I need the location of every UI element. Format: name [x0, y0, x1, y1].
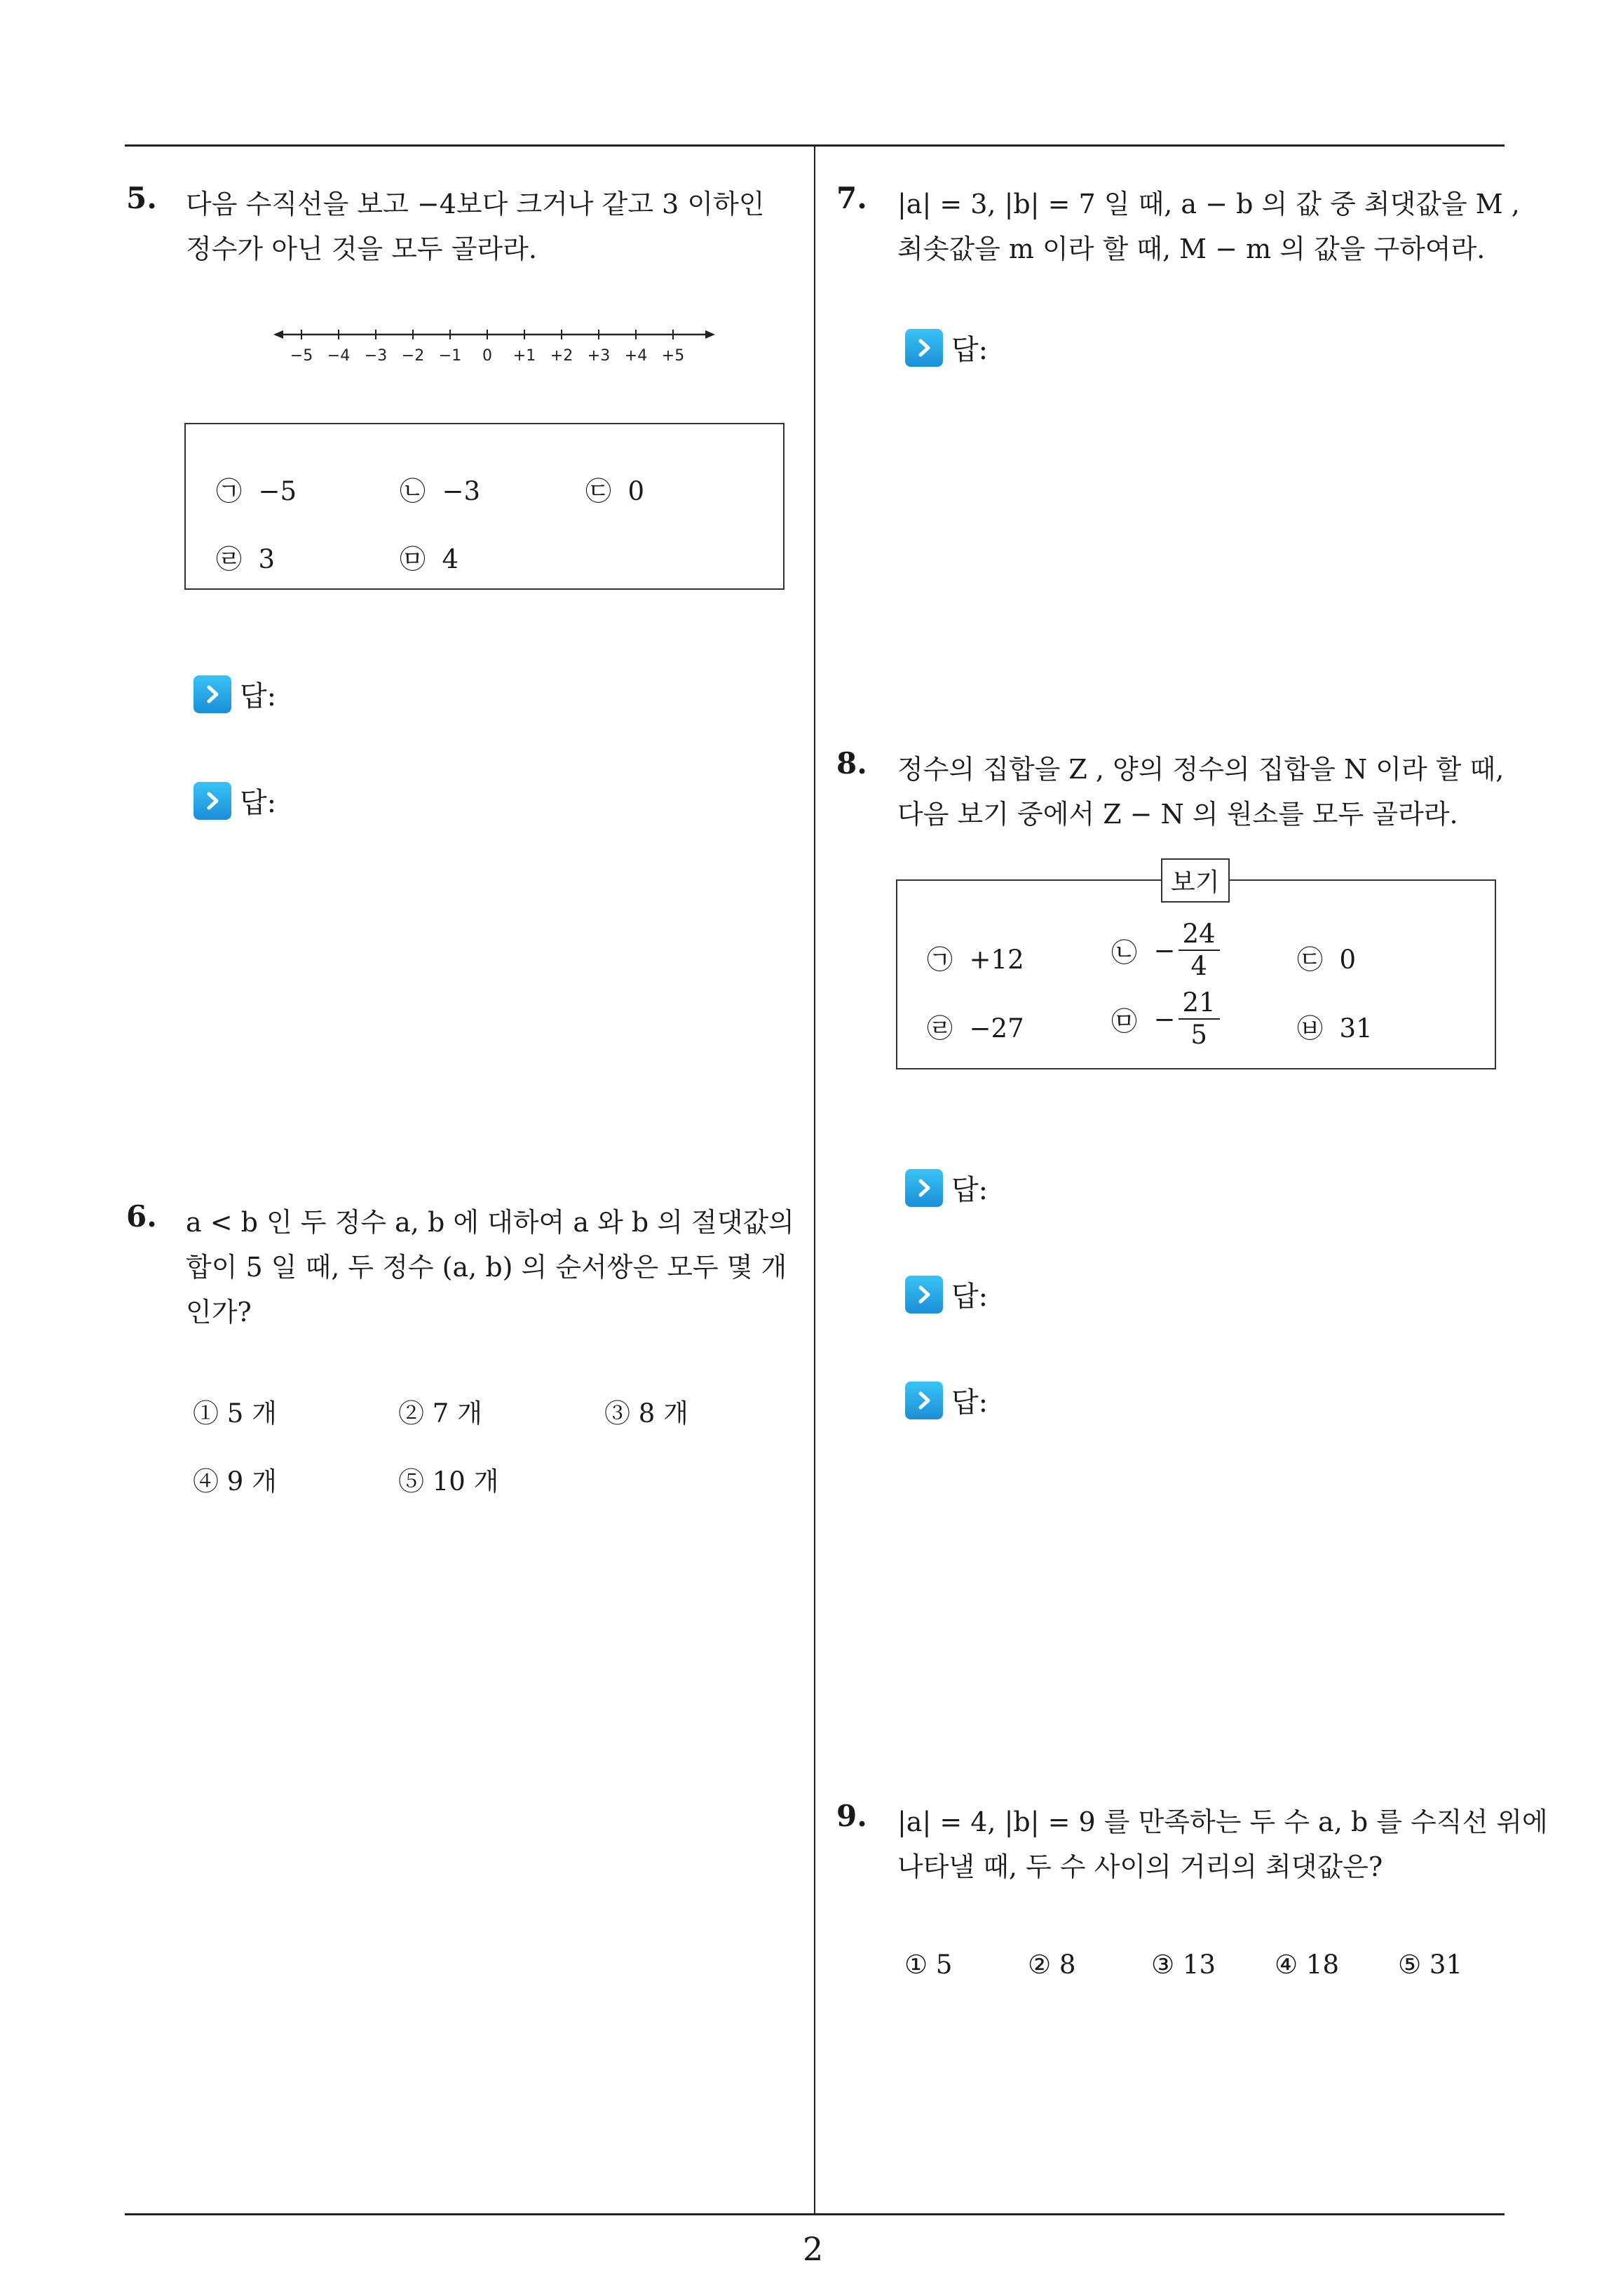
q7-text-line1: |a| = 3, |b| = 7 일 때, a − b 의 값 중 최댓값을 M , — [897, 189, 1520, 220]
q9-text-line2: 나타낼 때, 두 수 사이의 거리의 최댓값은? — [897, 1851, 1383, 1882]
chevron-right-icon — [905, 329, 943, 367]
q7-text-line2: 최솟값을 m 이라 할 때, M − m 의 값을 구하여라. — [897, 234, 1486, 264]
chevron-right-icon — [193, 675, 231, 713]
q6-choice-3[interactable]: ③ 8 개 — [604, 1398, 688, 1429]
q8-answer-field-1[interactable] — [905, 1168, 988, 1208]
answer-label: 답: — [240, 787, 277, 819]
answer-label: 답: — [951, 334, 989, 366]
number-line-tick-label: −5 — [290, 347, 313, 365]
q5-option-3[interactable]: ㉢ 0 — [585, 476, 645, 506]
q9-choice-2[interactable]: ② 8 — [1028, 1950, 1076, 1980]
number-line-tick-label: −3 — [364, 347, 388, 365]
chevron-right-icon — [905, 1276, 943, 1314]
q5-text-line2: 정수가 아닌 것을 모두 골라라. — [186, 234, 537, 264]
q6-choice-5[interactable]: ⑤ 10 개 — [398, 1466, 499, 1497]
q9-number: 9. — [836, 1799, 867, 1833]
q5-answer-field-1[interactable] — [193, 674, 276, 714]
q6-choice-1[interactable]: ① 5 개 — [193, 1398, 277, 1429]
q8-option-3[interactable]: ㉢ 0 — [1297, 945, 1357, 975]
number-line-tick-label: 0 — [482, 347, 492, 365]
q9-choice-5[interactable]: ⑤ 31 — [1398, 1950, 1463, 1980]
page-number: 2 — [803, 2230, 824, 2268]
q9-choice-3[interactable]: ③ 13 — [1151, 1950, 1216, 1980]
q7-number: 7. — [836, 181, 867, 215]
number-line-tick-label: −4 — [327, 347, 351, 365]
number-line-tick-label: +3 — [587, 347, 611, 365]
q8-option-5[interactable]: ㉤ − $\frac{21}{5}$ — [1111, 987, 1220, 1051]
q8-number: 8. — [836, 746, 867, 781]
number-line-tick-label: +2 — [550, 347, 573, 365]
q9-text-line1: |a| = 4, |b| = 9 를 만족하는 두 수 a, b 를 수직선 위에 — [897, 1807, 1548, 1837]
column-divider — [814, 144, 815, 2213]
q6-text-line3: 인가? — [186, 1297, 252, 1328]
number-line-tick-label: +5 — [661, 347, 685, 365]
q8-option-6[interactable]: ㉥ 31 — [1297, 1013, 1373, 1044]
number-line-tick-label: −1 — [438, 347, 462, 365]
answer-label: 답: — [240, 680, 277, 713]
q6-number: 6. — [126, 1199, 157, 1234]
answer-label: 답: — [951, 1174, 989, 1206]
q8-text-line1: 정수의 집합을 Z , 양의 정수의 집합을 N 이라 할 때, — [897, 754, 1505, 785]
q6-text-line2: 합이 5 일 때, 두 정수 (a, b) 의 순서쌍은 모두 몇 개 — [186, 1252, 787, 1283]
number-line-tick-label: +4 — [624, 347, 648, 365]
q5-option-5[interactable]: ㉤ 4 — [400, 544, 459, 574]
q5-option-4[interactable]: ㉣ 3 — [216, 544, 276, 574]
q8-text-line2: 다음 보기 중에서 Z − N 의 원소를 모두 골라라. — [897, 799, 1458, 830]
q8-option-2[interactable]: ㉡ − $\frac{24}{4}$ — [1111, 919, 1220, 982]
q6-choice-2[interactable]: ② 7 개 — [398, 1398, 482, 1429]
q5-option-2[interactable]: ㉡ −3 — [400, 476, 481, 506]
q8-option-4[interactable]: ㉣ −27 — [927, 1013, 1024, 1044]
q8-answer-field-2[interactable] — [905, 1274, 988, 1314]
q6-choice-4[interactable]: ④ 9 개 — [193, 1466, 277, 1497]
q5-number-line — [273, 324, 715, 373]
number-line-tick-label: +1 — [512, 347, 536, 365]
answer-label: 답: — [951, 1386, 989, 1419]
q8-option-1[interactable]: ㉠ +12 — [927, 945, 1024, 975]
q9-choice-1[interactable]: ① 5 — [904, 1950, 953, 1980]
q5-text-line1: 다음 수직선을 보고 −4보다 크거나 같고 3 이하인 — [186, 189, 765, 220]
chevron-right-icon — [905, 1169, 943, 1207]
bottom-rule — [125, 2213, 1505, 2215]
q9-choice-4[interactable]: ④ 18 — [1275, 1950, 1340, 1980]
q7-answer-field[interactable] — [905, 327, 988, 367]
chevron-right-icon — [193, 782, 231, 820]
q5-option-1[interactable]: ㉠ −5 — [216, 476, 297, 506]
chevron-right-icon — [905, 1382, 943, 1419]
number-line-tick-label: −2 — [401, 347, 425, 365]
q8-bogi-label: 보기 — [1161, 858, 1230, 903]
q5-number: 5. — [126, 181, 157, 215]
answer-label: 답: — [951, 1281, 989, 1313]
q5-answer-field-2[interactable] — [193, 781, 276, 821]
q8-answer-field-3[interactable] — [905, 1380, 988, 1420]
q6-text-line1: a < b 인 두 정수 a, b 에 대하여 a 와 b 의 절댓값의 — [186, 1207, 794, 1238]
